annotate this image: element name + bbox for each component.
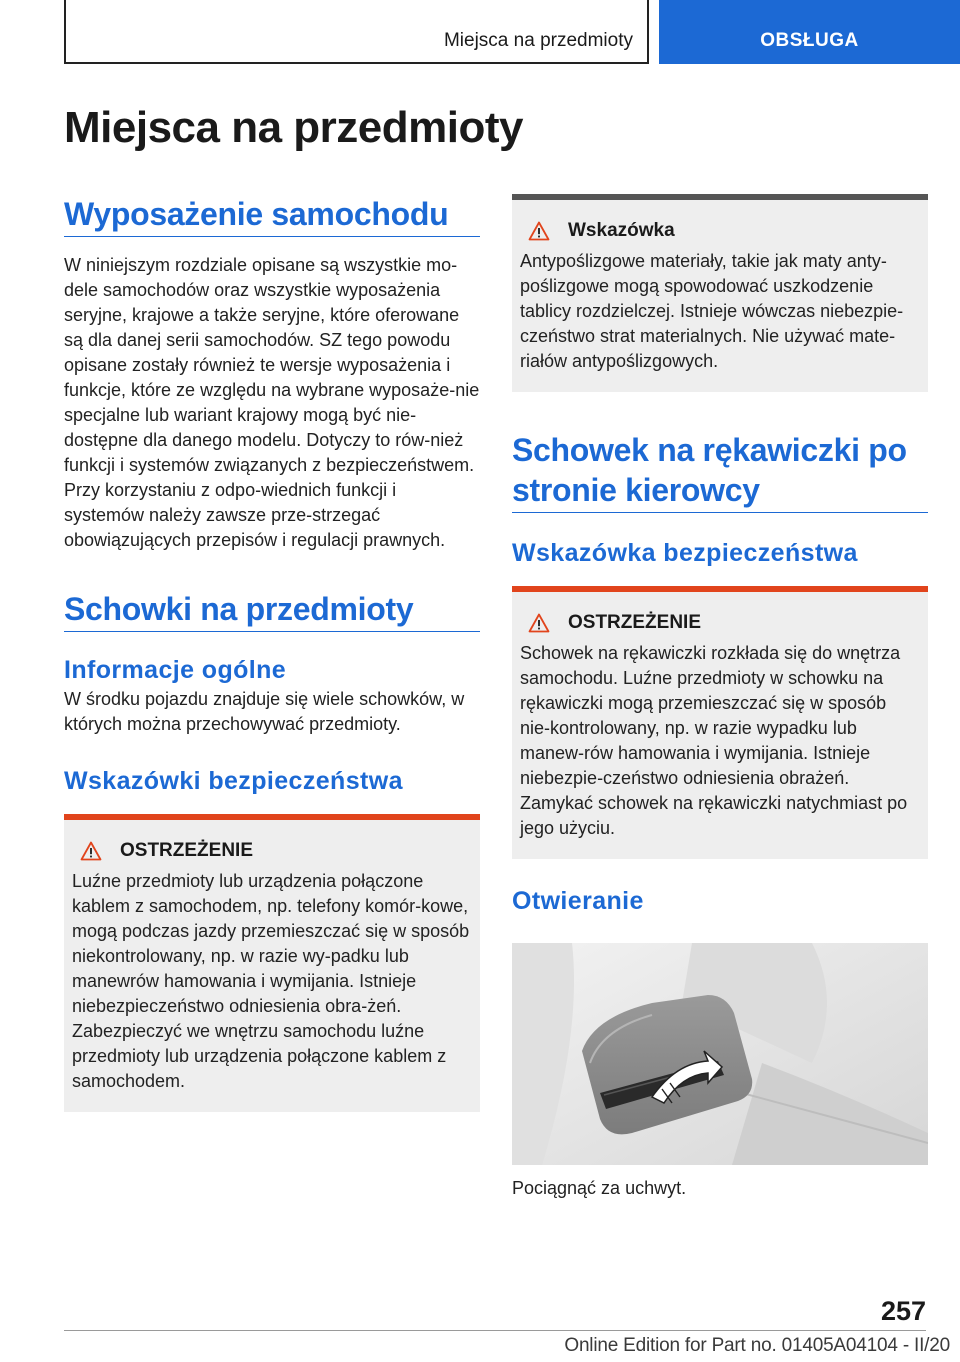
header-chapter-tab[interactable] [659, 0, 960, 64]
note-box-header [520, 217, 920, 245]
warning-triangle-icon [528, 613, 550, 633]
note-title: Wskazówka [568, 220, 675, 241]
heading-glovebox: Schowek na rękawiczki po stronie kierowcy [512, 430, 928, 513]
glovebox-warning-box [512, 586, 928, 859]
header-chapter-label: OBSŁUGA [760, 30, 859, 51]
warning-title: OSTRZEŻENIE [120, 840, 254, 861]
warning-triangle-icon [528, 221, 550, 241]
glovebox-illustration [512, 943, 928, 1165]
left-column [64, 194, 480, 1112]
right-column [512, 194, 928, 1201]
note-text: Antypoślizgowe materiały, takie jak maty anty-poślizgowe mogą spowodować uszkodzenie tablicy rozdzielczej. Istnieje wówczas niebezpie-czeństwo strat materialnych. Nie używać mate-riałów antypoślizgowych. [520, 251, 904, 371]
glovebox-warning-header [520, 609, 920, 637]
heading-general-info: Informacje ogólne [64, 656, 287, 684]
warning-triangle-icon [80, 841, 102, 861]
heading-equipment: Wyposażenie samochodu [64, 194, 480, 237]
glovebox-warning-title: OSTRZEŻENIE [568, 612, 702, 633]
glovebox-drawing [512, 943, 928, 1165]
heading-safety-notes: Wskazówki bezpieczeństwa [64, 767, 403, 795]
image-caption: Pociągnąć za uchwyt. [512, 1178, 687, 1198]
page-number: 257 [880, 1296, 926, 1326]
page-title: Miejsca na przedmioty [64, 103, 523, 152]
header-section-title: Miejsca na przedmioty [443, 30, 633, 51]
heading-safety-note: Wskazówka bezpieczeństwa [512, 539, 858, 567]
warning-box-header [72, 837, 472, 865]
footer-divider [64, 1330, 926, 1331]
note-box [512, 194, 928, 392]
header-section-box [64, 0, 649, 64]
heading-storage: Schowki na przedmioty [64, 589, 480, 632]
warning-text: Luźne przedmioty lub urządzenia połączone kablem z samochodem, np. telefony komór-kowe, mogą podczas jazdy przemieszczać się w sposób niekontrolowany, np. w razie wy-padku lub manewrów hamowania i wymijania. Istnieje niebezpieczeństwo odniesienia obra-żeń. Zabezpieczyć we wnętrzu samochodu luźne przedmioty lub urządzenia połączone kablem z samochodem. [72, 871, 470, 1091]
warning-box [64, 814, 480, 1112]
paragraph-general-info: W środku pojazdu znajduje się wiele schowków, w których można przechowywać przedmioty. [64, 689, 465, 734]
heading-opening: Otwieranie [512, 887, 644, 915]
glovebox-warning-text: Schowek na rękawiczki rozkłada się do wnętrza samochodu. Luźne przedmioty w schowku na rękawiczki mogą przemieszczać się w sposób nie-kontrolowany, np. w razie wypadku lub manew-rów hamowania i wymijania. Istnieje niebezpie-czeństwo odniesienia obrażeń. Zamykać schowek na rękawiczki natychmiast po jego użyciu. [520, 643, 908, 838]
paragraph-equipment: W niniejszym rozdziale opisane są wszystkie mo-dele samochodów oraz wszystkie wyposażenia seryjne, krajowe a także seryjne, które oferowane są dla danej serii samochodów. SZ tego powodu opisane zostały również te wersje wyposażenia i funkcje, które ze względu na wybrane wyposaże-nie specjalne lub wariant krajowy mogą być nie-dostępne dla danego modelu. Dotyczy to rów-nież funkcji i systemów związanych z bezpieczeństwem. Przy korzystaniu z odpo-wiednich funkcji i systemów należy zawsze prze-strzegać obowiązujących przepisów i regulacji prawnych. [64, 255, 480, 550]
edition-footer: Online Edition for Part no. 01405A04104 - II/20 [564, 1335, 950, 1356]
